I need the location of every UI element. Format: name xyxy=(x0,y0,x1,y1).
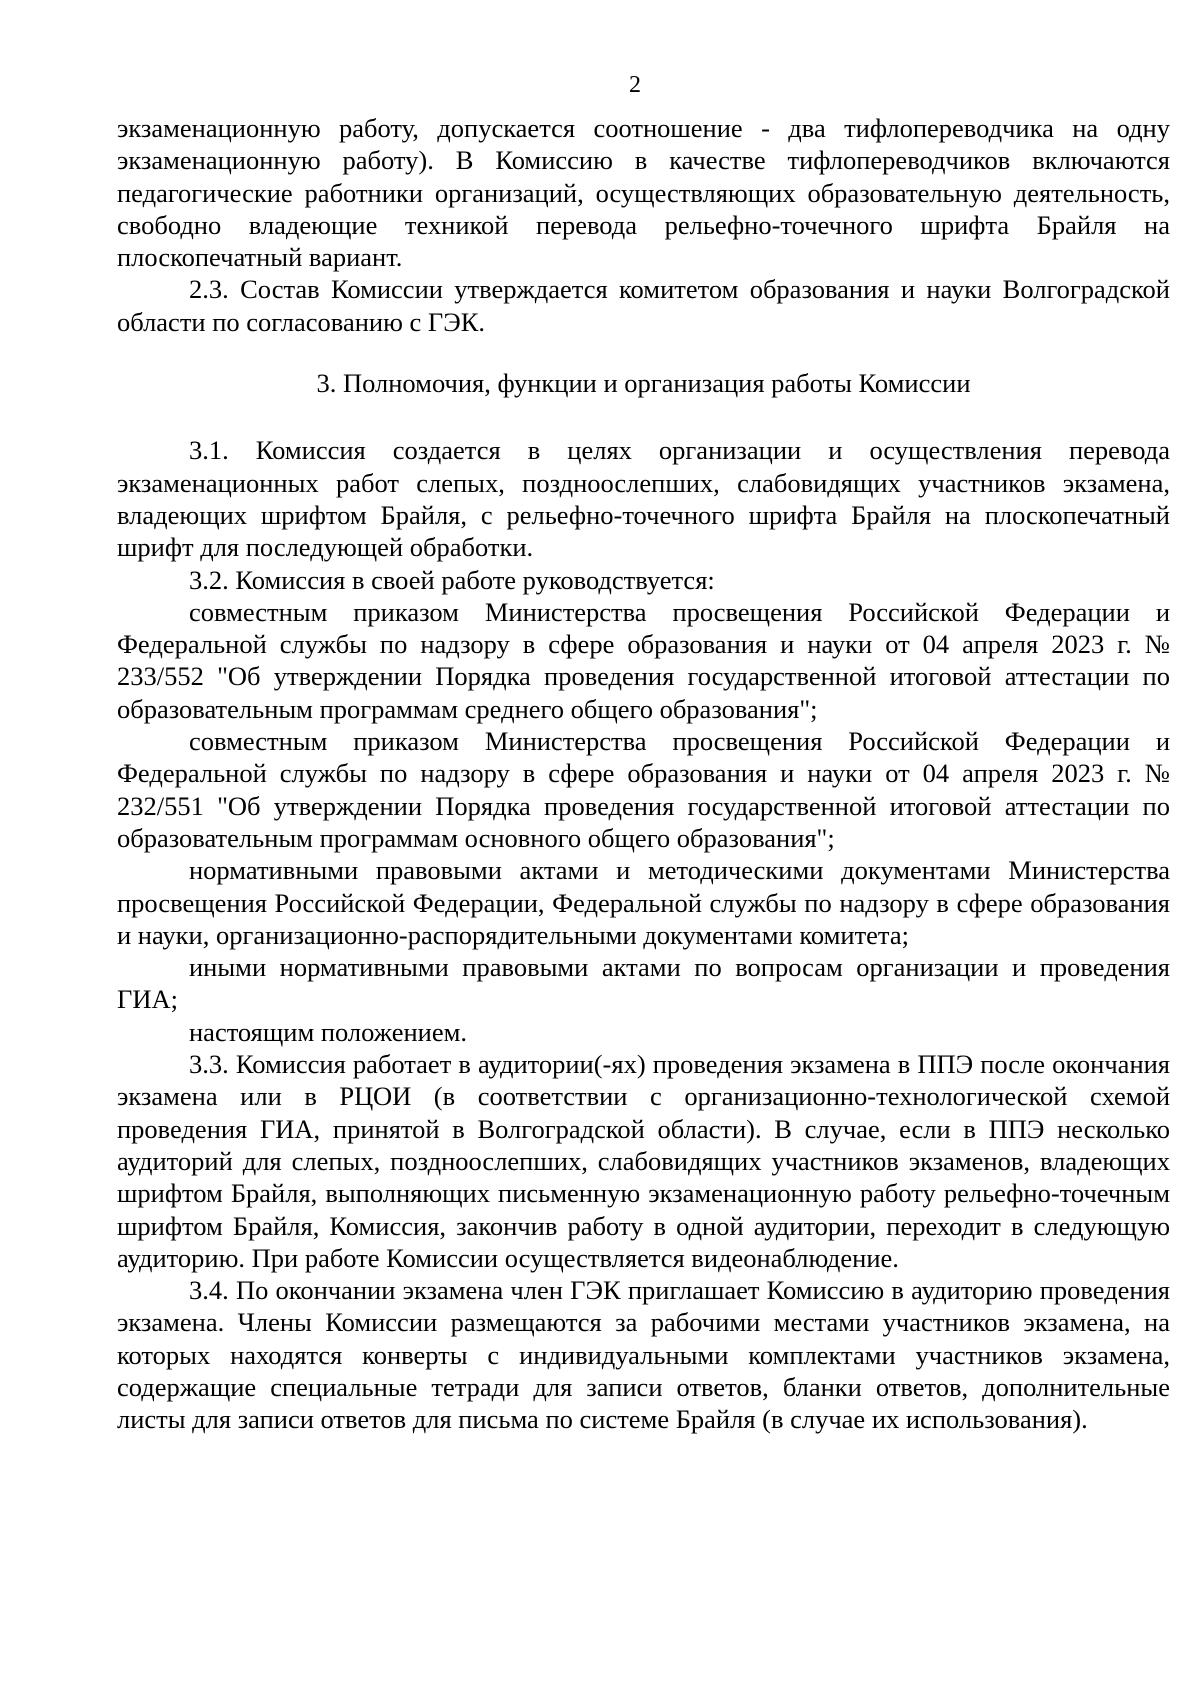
page-number: 2 xyxy=(629,72,641,98)
document-body xyxy=(117,112,1170,1436)
paragraph-2-3: 2.3. Состав Комиссии утверждается комитетом образования и науки Волгоградской области по согласованию с ГЭК. xyxy=(117,274,1170,337)
section-heading: 3. Полномочия, функции и организация работы Комиссии xyxy=(316,368,971,399)
list-item-order-232-551: совместным приказом Министерства просвещения Российской Федерации и Федеральной службы по надзору в сфере образования и науки от 04 апреля 2023 г. № 232/551 "Об утверждении Порядка проведения государственной итоговой аттестации по образовательным программам основного общего образования"; xyxy=(117,726,1170,853)
list-item-normative-acts: нормативными правовыми актами и методическими документами Министерства просвещения Российской Федерации, Федеральной службы по надзору в сфере образования и науки, организационно-распорядительными документами комитета; xyxy=(117,855,1170,950)
paragraph-continuation: экзаменационную работу, допускается соотношение - два тифлопереводчика на одну экзаменационную работу). В Комиссию в качестве тифлопереводчиков включаются педагогические работники организаций, осуществляющих образовательную деятельность, свободно владеющие техникой перевода рельефно-точечного шрифта Брайля на плоскопечатный вариант. xyxy=(117,113,1170,273)
paragraph-3-2: 3.2. Комиссия в своей работе руководствуется: xyxy=(189,564,715,595)
paragraph-3-3: 3.3. Комиссия работает в аудитории(-ях) проведения экзамена в ППЭ после окончания экзамена или в РЦОИ (в соответствии с организационно-технологической схемой проведения ГИА, принятой в Волгоградской области). В случае, если в ППЭ несколько аудиторий для слепых, поздноослепших, слабовидящих участников экзаменов, владеющих шрифтом Брайля, выполняющих письменную экзаменационную работу рельефно-точечным шрифтом Брайля, Комиссия, закончив работу в одной аудитории, переходит в следующую аудиторию. При работе Комиссии осуществляется видеонаблюдение. xyxy=(117,1049,1170,1273)
paragraph-3-4: 3.4. По окончании экзамена член ГЭК приглашает Комиссию в аудиторию проведения экзамена. Члены Комиссии размещаются за рабочими местами участников экзамена, на которых находятся конверты с индивидуальными комплектами участников экзамена, содержащие специальные тетради для записи ответов, бланки ответов, дополнительные листы для записи ответов для письма по системе Брайля (в случае их использования). xyxy=(117,1275,1170,1435)
list-item-this-regulation: настоящим положением. xyxy=(189,1016,467,1047)
list-item-other-acts: иными нормативными правовыми актами по вопросам организации и проведения ГИА; xyxy=(117,952,1170,1015)
paragraph-3-1: 3.1. Комиссия создается в целях организации и осуществления перевода экзаменационных работ слепых, поздноослепших, слабовидящих участников экзамена, владеющих шрифтом Брайля, с рельефно-точечного шрифта Брайля на плоскопечатный шрифт для последующей обработки. xyxy=(117,435,1170,563)
list-item-order-233-552: совместным приказом Министерства просвещения Российской Федерации и Федеральной службы по надзору в сфере образования и науки от 04 апреля 2023 г. № 233/552 "Об утверждении Порядка проведения государственной итоговой аттестации по образовательным программам среднего общего образования"; xyxy=(117,596,1170,724)
